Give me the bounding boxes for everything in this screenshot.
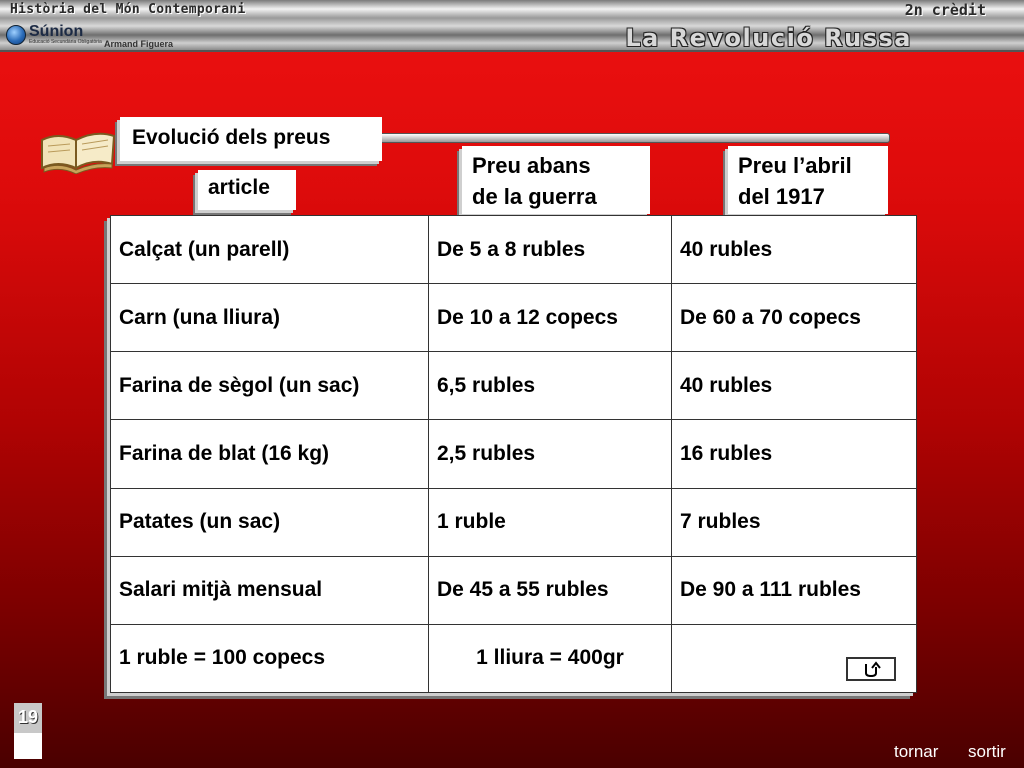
return-arrow-icon [860,660,882,678]
footnote-lliura: 1 lliura = 400gr [429,624,672,692]
table-cell-before: De 10 a 12 copecs [429,284,672,352]
decorative-rail [376,133,890,143]
table-row [111,216,917,284]
table-cell-before: 2,5 rubles [429,420,672,488]
table-cell-april: De 90 a 111 rubles [672,556,917,624]
table-cell-article: Patates (un sac) [111,488,429,556]
logo [6,24,102,45]
back-link[interactable]: tornar [894,742,939,761]
book-icon [38,128,118,174]
column-header-article: article [198,170,296,210]
column-header-april-line1: Preu l’abril [738,153,852,178]
author-name: Armand Figuera [104,39,174,49]
table-cell-april: 40 rubles [672,352,917,420]
table-cell-april: 16 rubles [672,420,917,488]
exit-link[interactable]: sortir [968,742,1006,761]
table-row-footnotes [111,624,917,692]
table-row [111,284,917,352]
table-cell-before: De 5 a 8 rubles [429,216,672,284]
logo-text: Súnion [29,23,84,40]
table-row [111,556,917,624]
column-header-before-war [462,146,650,214]
table-cell-before: 1 ruble [429,488,672,556]
column-header-before-line2: de la guerra [472,184,597,209]
table-cell-article: Carn (una lliura) [111,284,429,352]
table-cell-article: Calçat (un parell) [111,216,429,284]
section-title: Evolució dels preus [120,117,382,161]
table-cell-article: Farina de sègol (un sac) [111,352,429,420]
sunion-logo-icon [6,25,26,45]
column-header-april-1917 [728,146,888,214]
column-header-april-line2: del 1917 [738,184,825,209]
course-title: Història del Món Contemporani [10,2,246,17]
header-bar [0,0,1024,52]
credit-label: 2n crèdit [904,1,986,19]
table-row [111,352,917,420]
table-cell-article: Farina de blat (16 kg) [111,420,429,488]
subject-title: La Revolució Russa [625,24,912,52]
column-header-before-line1: Preu abans [472,153,591,178]
table-cell-april: De 60 a 70 copecs [672,284,917,352]
footnote-ruble: 1 ruble = 100 copecs [111,624,429,692]
table-row [111,420,917,488]
return-button[interactable] [846,657,896,681]
prices-table [110,215,916,693]
table-cell-before: 6,5 rubles [429,352,672,420]
page-number: 19 [14,703,42,759]
logo-subtext: Educació Secundària Obligatòria [29,39,102,45]
table-row [111,488,917,556]
table-cell-article: Salari mitjà mensual [111,556,429,624]
table-cell-april: 7 rubles [672,488,917,556]
table-cell-april: 40 rubles [672,216,917,284]
table-cell-before: De 45 a 55 rubles [429,556,672,624]
